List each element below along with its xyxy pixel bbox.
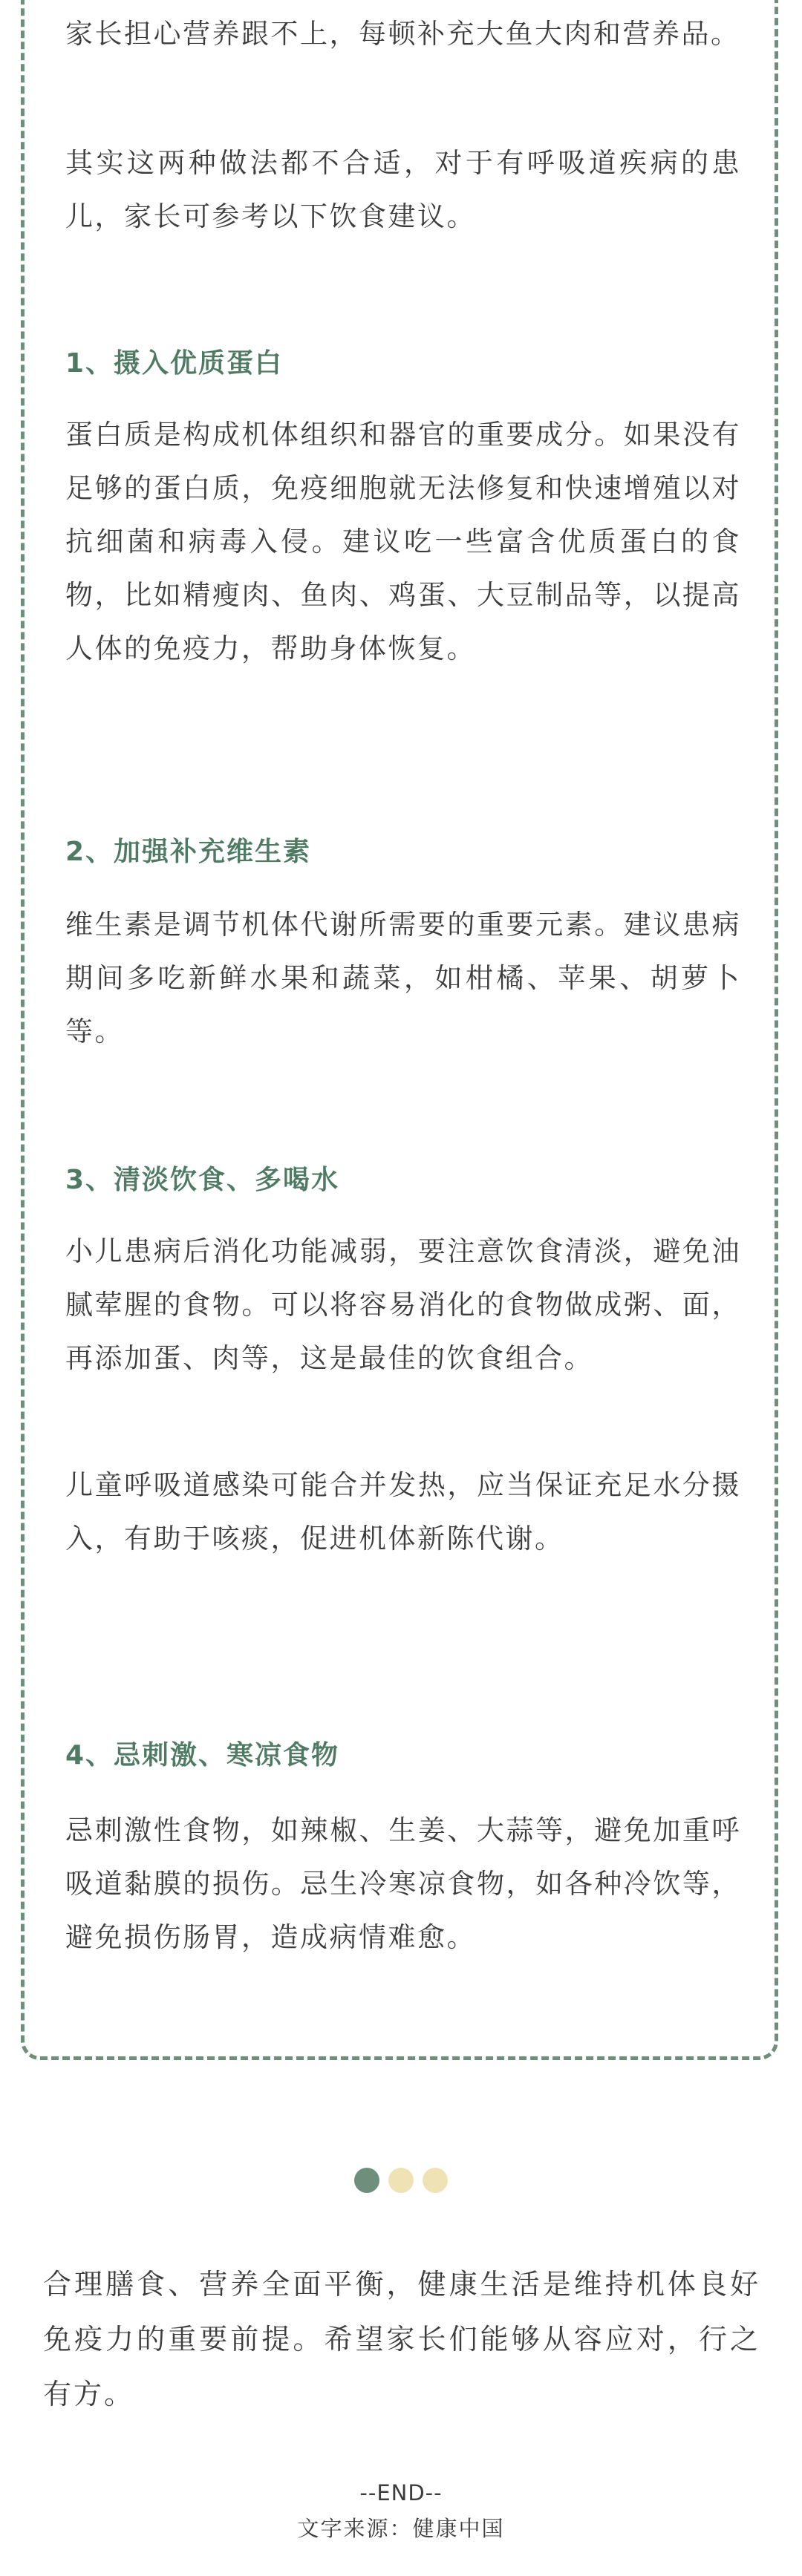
- divider-dot: [354, 2168, 379, 2193]
- section-1-paragraph: 蛋白质是构成机体组织和器官的重要成分。如果没有足够的蛋白质，免疫细胞就无法修复和快速增殖以对抗细菌和病毒入侵。建议吃一些富含优质蛋白的食物，比如精瘦肉、鱼肉、鸡蛋、大豆制品等，以提高人体的免疫力，帮助身体恢复。: [65, 419, 741, 664]
- section-3-paragraph-2: 儿童呼吸道感染可能合并发热，应当保证充足水分摄入，有助于咳痰，促进机体新陈代谢。: [65, 1469, 741, 1555]
- section-2-heading: 2、加强补充维生素: [65, 837, 312, 867]
- section-4-heading: 4、忌刺激、寒凉食物: [65, 1740, 340, 1771]
- section-3-heading: 3、清淡饮食、多喝水: [65, 1165, 340, 1195]
- closing-paragraph: 合理膳食、营养全面平衡，健康生活是维持机体良好免疫力的重要前提。希望家长们能够从容应对，行之有方。: [43, 2268, 760, 2410]
- section-2-paragraph: 维生素是调节机体代谢所需要的重要元素。建议患病期间多吃新鲜水果和蔬菜，如柑橘、苹果、胡萝卜等。: [65, 909, 741, 1047]
- section-3-paragraph-1: 小儿患病后消化功能减弱，要注意饮食清淡，避免油腻荤腥的食物。可以将容易消化的食物做成粥、面，再添加蛋、肉等，这是最佳的饮食组合。: [65, 1235, 741, 1374]
- advice-intro-paragraph: 其实这两种做法都不合适，对于有呼吸道疾病的患儿，家长可参考以下饮食建议。: [65, 147, 741, 232]
- section-4-paragraph: 忌刺激性食物，如辣椒、生姜、大蒜等，避免加重呼吸道黏膜的损伤。忌生冷寒凉食物，如各种冷饮等，避免损伤肠胃，造成病情难愈。: [65, 1814, 741, 1953]
- divider-dot: [423, 2168, 448, 2193]
- intro-paragraph: 家长担心营养跟不上，每顿补充大鱼大肉和营养品。: [65, 18, 740, 50]
- section-1-heading: 1、摄入优质蛋白: [65, 348, 284, 379]
- divider-dot: [388, 2168, 414, 2193]
- section-divider: [0, 2168, 802, 2193]
- end-mark: --END--: [359, 2480, 443, 2505]
- source-credit: 文字来源：健康中国: [297, 2516, 505, 2541]
